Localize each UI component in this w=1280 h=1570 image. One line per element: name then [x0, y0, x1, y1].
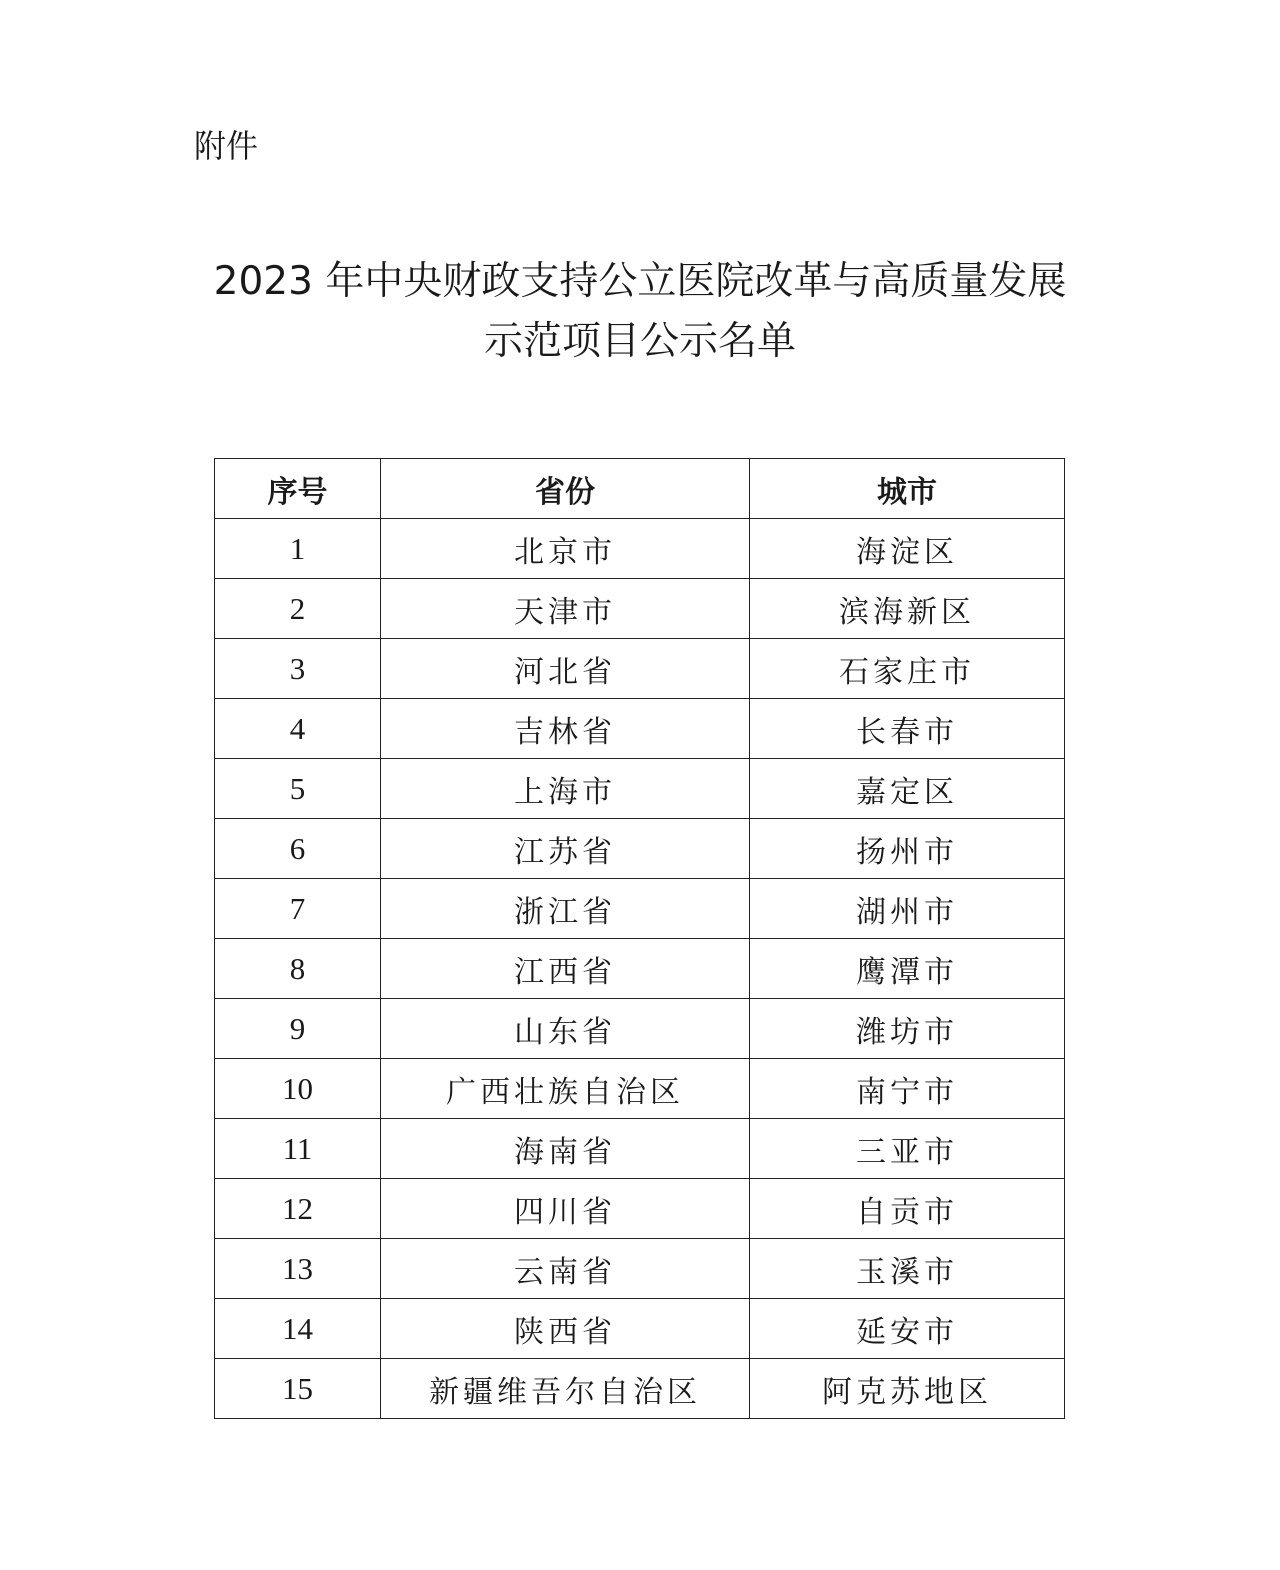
table-row: [215, 999, 1065, 1059]
table-row: [215, 1179, 1065, 1239]
cell-city: 阿克苏地区: [750, 1359, 1065, 1419]
cell-province: 江苏省: [381, 819, 750, 879]
cell-province: 山东省: [381, 999, 750, 1059]
cell-index: 6: [215, 819, 381, 879]
cell-index: 1: [215, 519, 381, 579]
cell-city: 潍坊市: [750, 999, 1065, 1059]
cell-province: 浙江省: [381, 879, 750, 939]
cell-city: 滨海新区: [750, 579, 1065, 639]
cell-province: 广西壮族自治区: [381, 1059, 750, 1119]
cell-index: 8: [215, 939, 381, 999]
cell-province: 上海市: [381, 759, 750, 819]
table-row: [215, 1239, 1065, 1299]
title-line-2: 示范项目公示名单: [483, 319, 796, 364]
project-list-table: [214, 458, 1065, 1419]
cell-province: 陕西省: [381, 1299, 750, 1359]
cell-province: 天津市: [381, 579, 750, 639]
title-line-1: 2023 年中央财政支持公立医院改革与高质量发展: [213, 259, 1067, 304]
table-row: [215, 759, 1065, 819]
cell-city: 延安市: [750, 1299, 1065, 1359]
table-row: [215, 579, 1065, 639]
cell-index: 10: [215, 1059, 381, 1119]
page-title: [0, 252, 1280, 372]
cell-index: 12: [215, 1179, 381, 1239]
cell-province: 新疆维吾尔自治区: [381, 1359, 750, 1419]
cell-city: 玉溪市: [750, 1239, 1065, 1299]
header-index: 序号: [215, 459, 381, 519]
table-row: [215, 699, 1065, 759]
cell-index: 7: [215, 879, 381, 939]
cell-index: 2: [215, 579, 381, 639]
cell-city: 长春市: [750, 699, 1065, 759]
table-row: [215, 1359, 1065, 1419]
cell-city: 三亚市: [750, 1119, 1065, 1179]
cell-city: 海淀区: [750, 519, 1065, 579]
cell-province: 四川省: [381, 1179, 750, 1239]
cell-city: 嘉定区: [750, 759, 1065, 819]
cell-city: 石家庄市: [750, 639, 1065, 699]
cell-index: 9: [215, 999, 381, 1059]
cell-province: 吉林省: [381, 699, 750, 759]
cell-index: 5: [215, 759, 381, 819]
table-row: [215, 1119, 1065, 1179]
table-row: [215, 879, 1065, 939]
cell-province: 北京市: [381, 519, 750, 579]
table-row: [215, 519, 1065, 579]
cell-province: 河北省: [381, 639, 750, 699]
cell-city: 自贡市: [750, 1179, 1065, 1239]
cell-city: 扬州市: [750, 819, 1065, 879]
attachment-label: 附件: [194, 127, 259, 165]
table-row: [215, 819, 1065, 879]
table-row: [215, 639, 1065, 699]
cell-city: 南宁市: [750, 1059, 1065, 1119]
cell-index: 14: [215, 1299, 381, 1359]
cell-province: 江西省: [381, 939, 750, 999]
table-row: [215, 1059, 1065, 1119]
cell-city: 鹰潭市: [750, 939, 1065, 999]
table-header-row: [215, 459, 1065, 519]
cell-index: 11: [215, 1119, 381, 1179]
header-city: 城市: [750, 459, 1065, 519]
table-body: [215, 519, 1065, 1419]
header-province: 省份: [381, 459, 750, 519]
table-row: [215, 1299, 1065, 1359]
cell-index: 15: [215, 1359, 381, 1419]
cell-index: 13: [215, 1239, 381, 1299]
cell-index: 3: [215, 639, 381, 699]
cell-city: 湖州市: [750, 879, 1065, 939]
cell-province: 海南省: [381, 1119, 750, 1179]
table-row: [215, 939, 1065, 999]
cell-province: 云南省: [381, 1239, 750, 1299]
cell-index: 4: [215, 699, 381, 759]
